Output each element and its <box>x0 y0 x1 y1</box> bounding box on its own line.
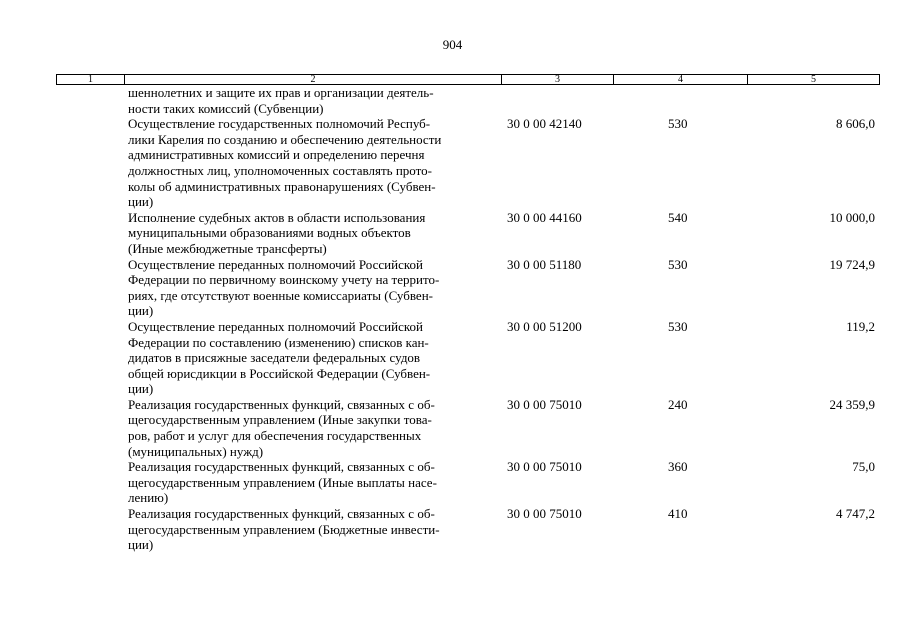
row-expense-type: 530 <box>668 318 688 334</box>
row-amount: 10 000,0 <box>829 209 875 225</box>
header-col-2: 2 <box>124 75 501 84</box>
table-row <box>0 506 905 553</box>
row-description: Осуществление переданных полномочий Российской Федерации по составлению (изменению) списков кан- дидатов в присяжные заседатели федеральных судов общей юрисдикции в Российской Федерации (Субвен- ции) <box>128 318 431 397</box>
row-amount: 8 606,0 <box>836 116 875 132</box>
row-target-code: 30 0 00 75010 <box>507 506 582 522</box>
page-number: 904 <box>442 37 463 52</box>
table-row <box>0 397 905 459</box>
row-expense-type: 240 <box>668 396 688 412</box>
row-amount: 24 359,9 <box>829 396 875 412</box>
row-description: Реализация государственных функций, связанных с об- щегосударственным управлением (Бюджетные инвести- ции) <box>128 506 440 553</box>
header-col-4: 4 <box>613 75 747 84</box>
row-target-code: 30 0 00 51200 <box>507 318 582 334</box>
row-description: Реализация государственных функций, связанных с об- щегосударственным управлением (Иные выплаты насе- лению) <box>128 459 437 506</box>
table-row <box>0 257 905 319</box>
row-description: Исполнение судебных актов в области использования муниципальными образованиями водных объектов (Иные межбюджетные трансферты) <box>128 209 426 256</box>
row-target-code: 30 0 00 75010 <box>507 396 582 412</box>
row-amount: 19 724,9 <box>829 256 875 272</box>
row-target-code: 30 0 00 75010 <box>507 459 582 475</box>
row-expense-type: 530 <box>668 256 688 272</box>
row-description: Осуществление переданных полномочий Российской Федерации по первичному воинскому учету на террито- риях, где отсутствуют военные комиссариаты (Субвен- ции) <box>128 256 440 319</box>
table-row <box>0 85 905 116</box>
table-row <box>0 210 905 257</box>
table-row <box>0 459 905 506</box>
row-amount: 119,2 <box>846 318 875 334</box>
row-target-code: 30 0 00 44160 <box>507 209 582 225</box>
row-amount: 75,0 <box>852 459 875 475</box>
row-expense-type: 360 <box>668 459 688 475</box>
table-body <box>0 85 905 553</box>
row-amount: 4 747,2 <box>836 506 875 522</box>
header-col-3: 3 <box>501 75 613 84</box>
table-row <box>0 116 905 210</box>
row-target-code: 30 0 00 51180 <box>507 256 582 272</box>
row-target-code: 30 0 00 42140 <box>507 116 582 132</box>
row-description: Осуществление государственных полномочий Респуб- лики Карелия по созданию и обеспечению деятельности административных комиссий и определению перечня должностных лиц, уполномоченных составлять прото- колы об административных правонарушениях (Субвен- ции) <box>128 116 442 210</box>
header-col-1: 1 <box>88 74 93 85</box>
header-col-5: 5 <box>747 75 879 84</box>
table-header <box>56 74 880 85</box>
row-expense-type: 410 <box>668 506 688 522</box>
table-row <box>0 319 905 397</box>
row-expense-type: 530 <box>668 116 688 132</box>
row-description: шеннолетних и защите их прав и организации деятель- ности таких комиссий (Субвенции) <box>128 85 434 116</box>
row-description: Реализация государственных функций, связанных с об- щегосударственным управлением (Иные закупки това- ров, работ и услуг для обеспечения государственных (муниципальных) нужд) <box>128 396 435 459</box>
row-expense-type: 540 <box>668 209 688 225</box>
